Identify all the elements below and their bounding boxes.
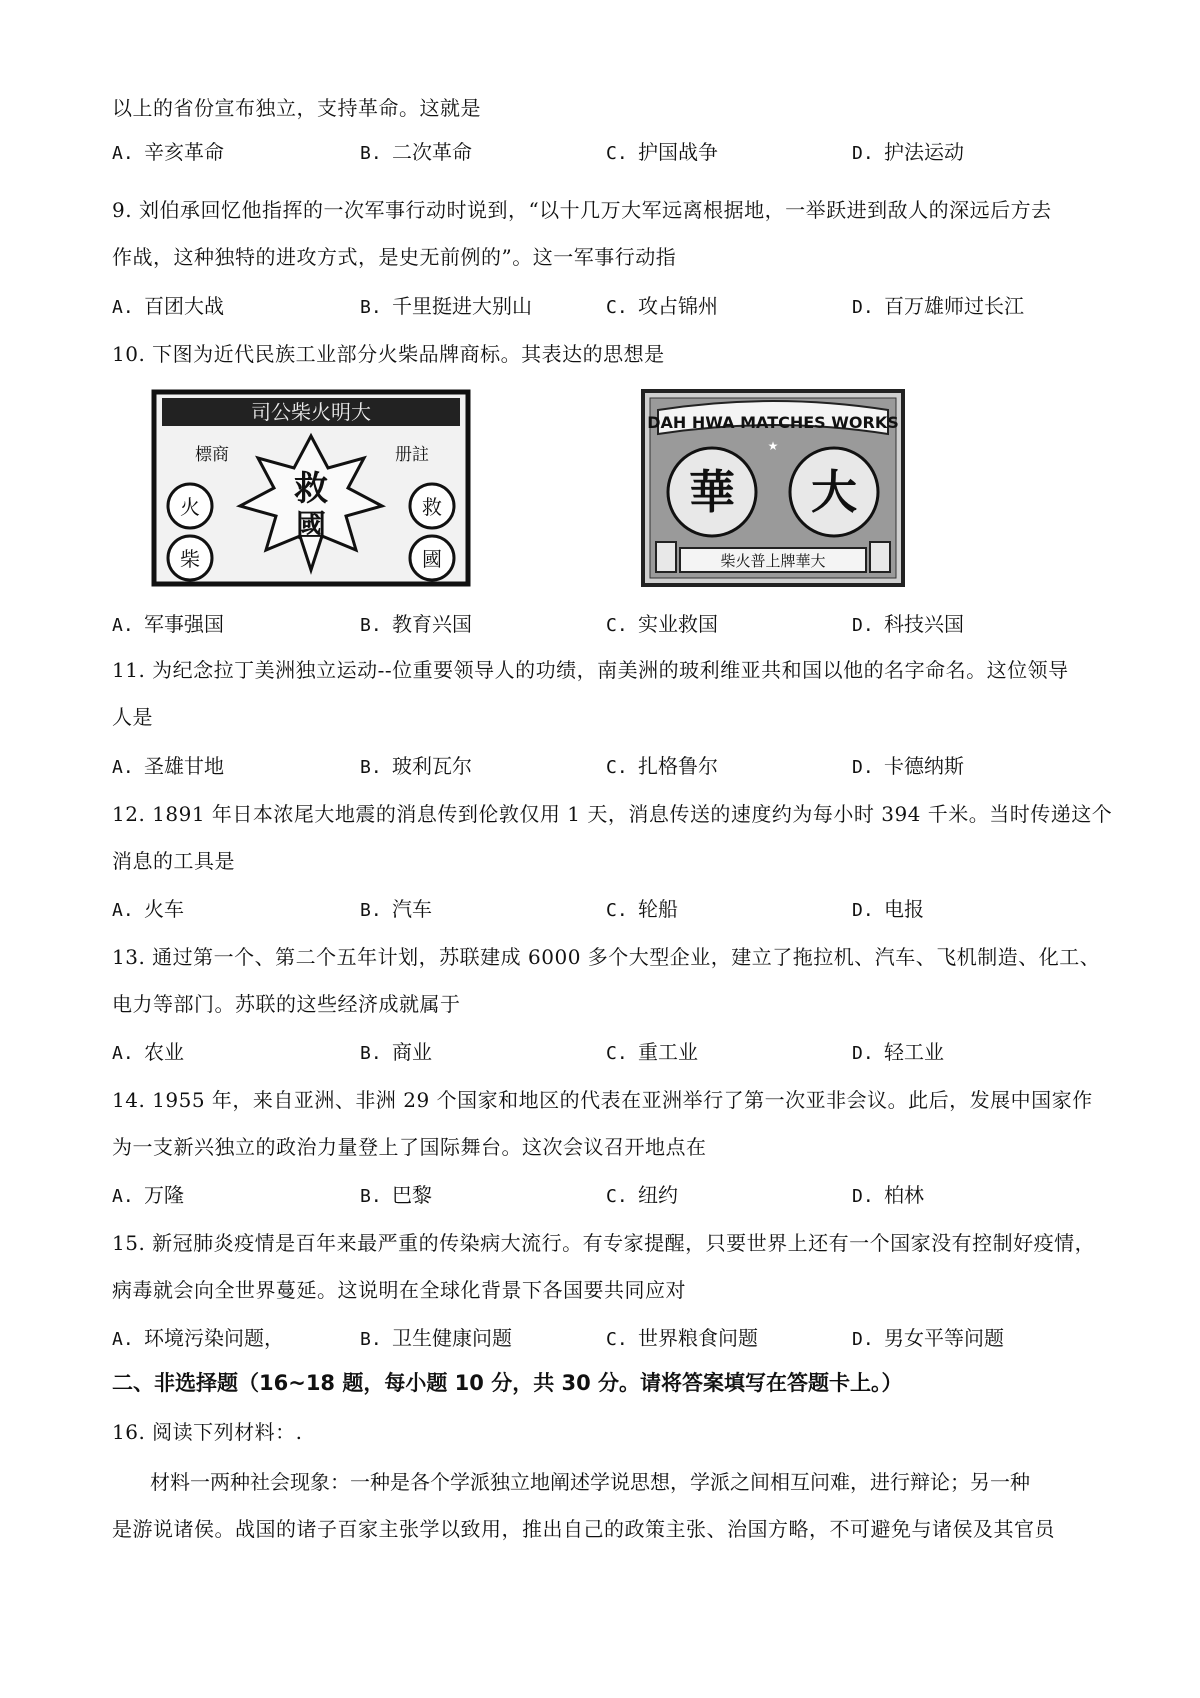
- q14-stem-line2: 为一支新兴独立的政治力量登上了国际舞台。这次会议召开地点在: [112, 1135, 707, 1159]
- q9-option-c: C. 攻占锦州: [606, 294, 718, 318]
- q8-stem-tail: 以上的省份宣布独立，支持革命。这就是: [112, 96, 481, 120]
- q15-option-b: B. 卫生健康问题: [360, 1326, 512, 1350]
- q16-stem: 16. 阅读下列材料：.: [112, 1420, 303, 1444]
- q11-option-d: D. 卡德纳斯: [852, 754, 964, 778]
- q13-stem-line2: 电力等部门。苏联的这些经济成就属于: [112, 992, 461, 1016]
- label2-banner-text: DAH HWA MATCHES WORKS: [647, 413, 899, 432]
- label1-center-char-2: 國: [296, 509, 326, 544]
- q8-option-a: A. 辛亥革命: [112, 140, 224, 164]
- q11-option-a: A. 圣雄甘地: [112, 754, 224, 778]
- label1-trademark-text: 標商: [195, 445, 229, 465]
- q14-option-b: B. 巴黎: [360, 1183, 432, 1207]
- label2-char-2: 大: [811, 465, 857, 519]
- q11-stem-line2: 人是: [112, 705, 153, 729]
- q11-option-b: B. 玻利瓦尔: [360, 754, 472, 778]
- q12-stem-line2: 消息的工具是: [112, 849, 235, 873]
- q14-option-a: A. 万隆: [112, 1183, 184, 1207]
- q14-option-c: C. 纽约: [606, 1183, 678, 1207]
- q15-stem-line1: 15. 新冠肺炎疫情是百年来最严重的传染病大流行。有专家提醒，只要世界上还有一个国家没有控制好疫情，: [112, 1231, 1096, 1255]
- q8-option-c: C. 护国战争: [606, 140, 718, 164]
- q14-option-d: D. 柏林: [852, 1183, 924, 1207]
- q10-option-d: D. 科技兴国: [852, 612, 964, 636]
- q15-option-a: A. 环境污染问题，: [112, 1326, 284, 1350]
- q14-stem-line1: 14. 1955 年，来自亚洲、非洲 29 个国家和地区的代表在亚洲举行了第一次亚非会议。此后，发展中国家作: [112, 1088, 1093, 1112]
- q8-option-d: D. 护法运动: [852, 140, 964, 164]
- q13-stem-line1: 13. 通过第一个、第二个五年计划，苏联建成 6000 多个大型企业，建立了拖拉机、汽车、飞机制造、化工、: [112, 945, 1101, 969]
- q12-option-d: D. 电报: [852, 897, 924, 921]
- q12-option-a: A. 火车: [112, 897, 184, 921]
- star-icon: ★: [767, 439, 779, 453]
- q15-option-d: D. 男女平等问题: [852, 1326, 1004, 1350]
- q12-stem-line1: 12. 1891 年日本浓尾大地震的消息传到伦敦仅用 1 天，消息传送的速度约为每小时 394 千米。当时传递这个: [112, 802, 1113, 826]
- label1-circle-char-4: 國: [422, 547, 442, 571]
- label2-char-1: 華: [689, 465, 735, 519]
- q12-option-c: C. 轮船: [606, 897, 678, 921]
- q9-option-a: A. 百团大战: [112, 294, 224, 318]
- label1-circle-char-1: 火: [180, 495, 200, 519]
- q9-stem-line1: 9. 刘伯承回忆他指挥的一次军事行动时说到，“以十几万大军远离根据地，一举跃进到敌人的深远后方去: [112, 198, 1052, 222]
- label1-circle-char-2: 柴: [180, 547, 200, 571]
- section-two-heading: 二、非选择题（16~18 题，每小题 10 分，共 30 分。请将答案填写在答题卡上。）: [112, 1371, 903, 1395]
- match-label-image-2: [640, 388, 906, 588]
- label1-top-text: 司公柴火明大: [251, 400, 371, 424]
- q13-option-d: D. 轻工业: [852, 1040, 944, 1064]
- q13-option-c: C. 重工业: [606, 1040, 698, 1064]
- q15-stem-line2: 病毒就会向全世界蔓延。这说明在全球化背景下各国要共同应对: [112, 1278, 686, 1302]
- q11-stem-line1: 11. 为纪念拉丁美洲独立运动--位重要领导人的功绩，南美洲的玻利维亚共和国以他的名字命名。这位领导: [112, 658, 1069, 682]
- label1-center-char-1: 救: [294, 469, 328, 509]
- q11-option-c: C. 扎格鲁尔: [606, 754, 718, 778]
- q13-option-a: A. 农业: [112, 1040, 184, 1064]
- q8-option-b: B. 二次革命: [360, 140, 472, 164]
- q12-option-b: B. 汽车: [360, 897, 432, 921]
- q16-material-line2: 是游说诸侯。战国的诸子百家主张学以致用，推出自己的政策主张、治国方略，不可避免与诸侯及其官员: [112, 1517, 1055, 1541]
- q10-option-a: A. 军事强国: [112, 612, 224, 636]
- match-label-image-1: [150, 388, 472, 588]
- label1-circle-char-3: 救: [422, 495, 442, 519]
- q10-option-c: C. 实业救国: [606, 612, 718, 636]
- q13-option-b: B. 商业: [360, 1040, 432, 1064]
- q10-option-b: B. 教育兴国: [360, 612, 472, 636]
- q10-stem: 10. 下图为近代民族工业部分火柴品牌商标。其表达的思想是: [112, 342, 665, 366]
- q15-option-c: C. 世界粮食问题: [606, 1326, 758, 1350]
- q9-option-d: D. 百万雄师过长江: [852, 294, 1024, 318]
- label1-registered-text: 册註: [395, 445, 429, 465]
- q16-material-line1: 材料一两种社会现象：一种是各个学派独立地阐述学说思想，学派之间相互问难，进行辩论；另一种: [150, 1470, 1030, 1494]
- q9-option-b: B. 千里挺进大别山: [360, 294, 532, 318]
- q9-stem-line2: 作战，这种独特的进攻方式，是史无前例的”。这一军事行动指: [112, 245, 677, 269]
- label2-bottom-text: 柴火普上牌華大: [720, 552, 826, 570]
